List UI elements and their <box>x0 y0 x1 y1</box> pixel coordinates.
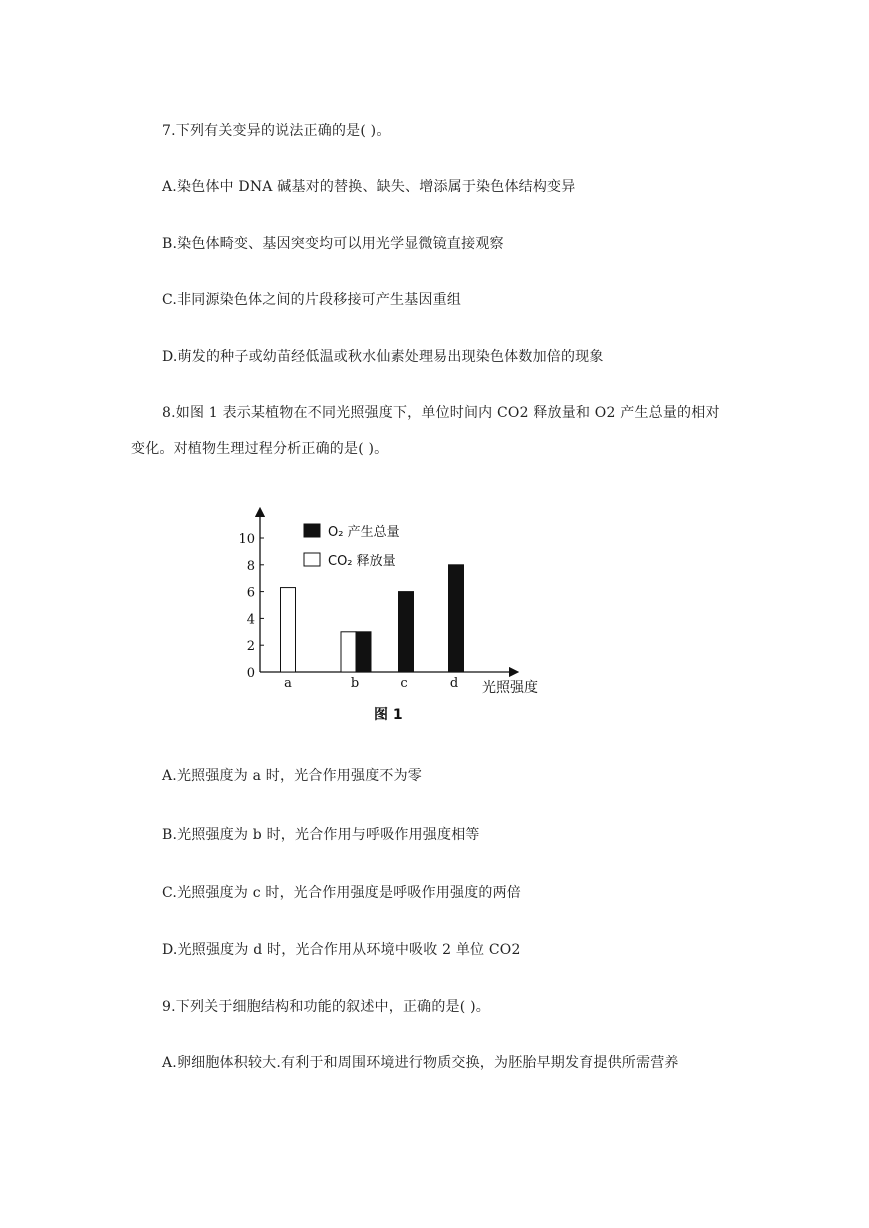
legend-swatch-o2 <box>304 524 320 537</box>
x-ticks <box>284 676 458 691</box>
legend-label-o2: O₂ 产生总量 <box>328 525 400 540</box>
question-7-option-b: B.染色体畸变、基因突变均可以用光学显微镜直接观察 <box>162 236 504 252</box>
y-tick-label: 4 <box>246 612 255 628</box>
bar-o2-d <box>449 565 464 672</box>
x-tick-label-d: d <box>449 676 459 691</box>
question-7-option-a: A.染色体中 DNA 碱基对的替换、缺失、增添属于染色体结构变异 <box>162 179 576 195</box>
question-7-option-d: D.萌发的种子或幼苗经低温或秋水仙素处理易出现染色体数加倍的现象 <box>162 349 604 365</box>
figure-1-chart <box>236 506 558 728</box>
question-7-stem: 7.下列有关变异的说法正确的是( )。 <box>162 123 391 139</box>
bar-o2-c <box>399 592 414 672</box>
x-tick-label-b: b <box>350 676 360 691</box>
bar-o2-b <box>356 632 371 672</box>
question-8-option-d: D.光照强度为 d 时，光合作用从环境中吸收 2 单位 CO2 <box>162 942 521 958</box>
bars <box>281 565 464 672</box>
y-tick-label: 0 <box>246 666 255 681</box>
legend <box>304 524 400 569</box>
chart-caption: 图 1 <box>374 707 403 723</box>
question-8-option-b: B.光照强度为 b 时，光合作用与呼吸作用强度相等 <box>162 827 480 843</box>
x-tick-label-c: c <box>400 676 408 691</box>
question-8-stem-line-2: 变化。对植物生理过程分析正确的是( )。 <box>131 441 389 457</box>
question-7-option-c: C.非同源染色体之间的片段移接可产生基因重组 <box>162 292 462 308</box>
question-8-option-c: C.光照强度为 c 时，光合作用强度是呼吸作用强度的两倍 <box>162 885 522 901</box>
question-8-option-a: A.光照强度为 a 时，光合作用强度不为零 <box>162 768 423 784</box>
y-tick-label: 8 <box>246 558 255 574</box>
x-tick-label-a: a <box>284 676 292 691</box>
y-tick-label: 10 <box>238 532 255 547</box>
y-tick-label: 2 <box>246 639 255 655</box>
bar-co2-a <box>281 588 296 672</box>
x-axis-label: 光照强度 <box>482 680 538 696</box>
bar-chart-svg <box>236 506 558 728</box>
question-9-option-a: A.卵细胞体积较大.有利于和周围环境进行物质交换，为胚胎早期发育提供所需营养 <box>162 1055 679 1071</box>
bar-co2-b <box>341 632 356 672</box>
y-tick-label: 6 <box>246 585 255 601</box>
legend-label-co2: CO₂ 释放量 <box>328 554 396 569</box>
legend-swatch-co2 <box>304 553 320 566</box>
question-8-stem-line-1: 8.如图 1 表示某植物在不同光照强度下，单位时间内 CO2 释放量和 O2 产生总量的相对 <box>162 405 720 421</box>
question-9-stem: 9.下列关于细胞结构和功能的叙述中，正确的是( )。 <box>162 999 490 1015</box>
